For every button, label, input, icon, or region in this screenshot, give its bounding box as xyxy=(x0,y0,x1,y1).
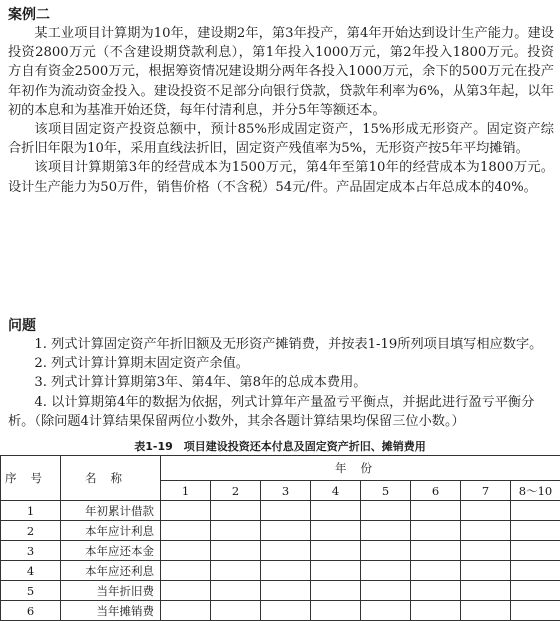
row-name: 本年应还本金 xyxy=(61,541,161,561)
table-row xyxy=(1,501,560,521)
year-cell: 5 xyxy=(361,481,411,501)
question-4: 4. 以计算期第4年的数据为依据，列式计算年产量盈亏平衡点，并据此进行盈亏平衡分析。（除问题4计算结果保留两位小数外，其余各题计算结果均保留三位小数。） xyxy=(8,393,556,431)
table-row xyxy=(1,521,560,541)
table-row xyxy=(1,581,560,601)
table-row xyxy=(1,561,560,581)
row-number: 6 xyxy=(1,601,61,621)
row-number: 5 xyxy=(1,581,61,601)
table-row xyxy=(1,541,560,561)
row-name: 当年折旧费 xyxy=(61,581,161,601)
year-cell: 3 xyxy=(261,481,311,501)
paragraph-3: 该项目计算期第3年的经营成本为1500万元，第4年至第10年的经营成本为1800万元。设计生产能力为50万件，销售价格（不含税）54元/件。产品固定成本占年总成本的40%。 xyxy=(8,158,554,196)
paragraph-2: 该项目固定资产投资总额中，预计85%形成固定资产，15%形成无形资产。固定资产综合折旧年限为10年，采用直线法折旧，固定资产残值率为5%，无形资产按5年平均摊销。 xyxy=(8,120,554,158)
question-3: 3. 列式计算计算期第3年、第4年、第8年的总成本费用。 xyxy=(8,373,556,392)
row-number: 1 xyxy=(1,501,61,521)
year-cell: 8～10 xyxy=(511,481,560,501)
table-caption: 表1-19 项目建设投资还本付息及固定资产折旧、摊销费用 xyxy=(0,438,560,454)
table-row xyxy=(1,601,560,621)
header-seq: 序号 xyxy=(1,456,61,501)
row-number: 4 xyxy=(1,561,61,581)
row-name: 当年摊销费 xyxy=(61,601,161,621)
year-cell: 7 xyxy=(461,481,511,501)
row-number: 2 xyxy=(1,521,61,541)
case-description xyxy=(8,24,554,197)
paragraph-1: 某工业项目计算期为10年，建设期2年，第3年投产，第4年开始达到设计生产能力。建设投资2800万元（不含建设期贷款利息），第1年投入1000万元，第2年投入1800万元。投资方自有资金2500万元，根据筹资情况建设期分两年各投入1000万元，余下的500万元在投产年初作为流动资金投入。建设投资不足部分向银行贷款，贷款年利率为6%，从第3年起，以年初的本息和为基准开始还贷，每年付清利息，并分5年等额还本。 xyxy=(8,24,554,120)
question-2: 2. 列式计算计算期末固定资产余值。 xyxy=(8,354,556,373)
header-name: 名称 xyxy=(61,456,161,501)
data-table xyxy=(0,455,560,621)
questions-title: 问题 xyxy=(8,315,36,335)
question-1: 1. 列式计算固定资产年折旧额及无形资产摊销费，并按表1-19所列项目填写相应数字。 xyxy=(8,335,556,354)
case-title: 案例二 xyxy=(8,4,50,24)
year-cell: 1 xyxy=(161,481,211,501)
row-number: 3 xyxy=(1,541,61,561)
row-name: 本年应还利息 xyxy=(61,561,161,581)
header-year: 年份 xyxy=(161,456,560,481)
year-cell: 4 xyxy=(311,481,361,501)
questions-list xyxy=(8,335,556,431)
year-cell: 2 xyxy=(211,481,261,501)
row-name: 年初累计借款 xyxy=(61,501,161,521)
year-cell: 6 xyxy=(411,481,461,501)
row-name: 本年应计利息 xyxy=(61,521,161,541)
